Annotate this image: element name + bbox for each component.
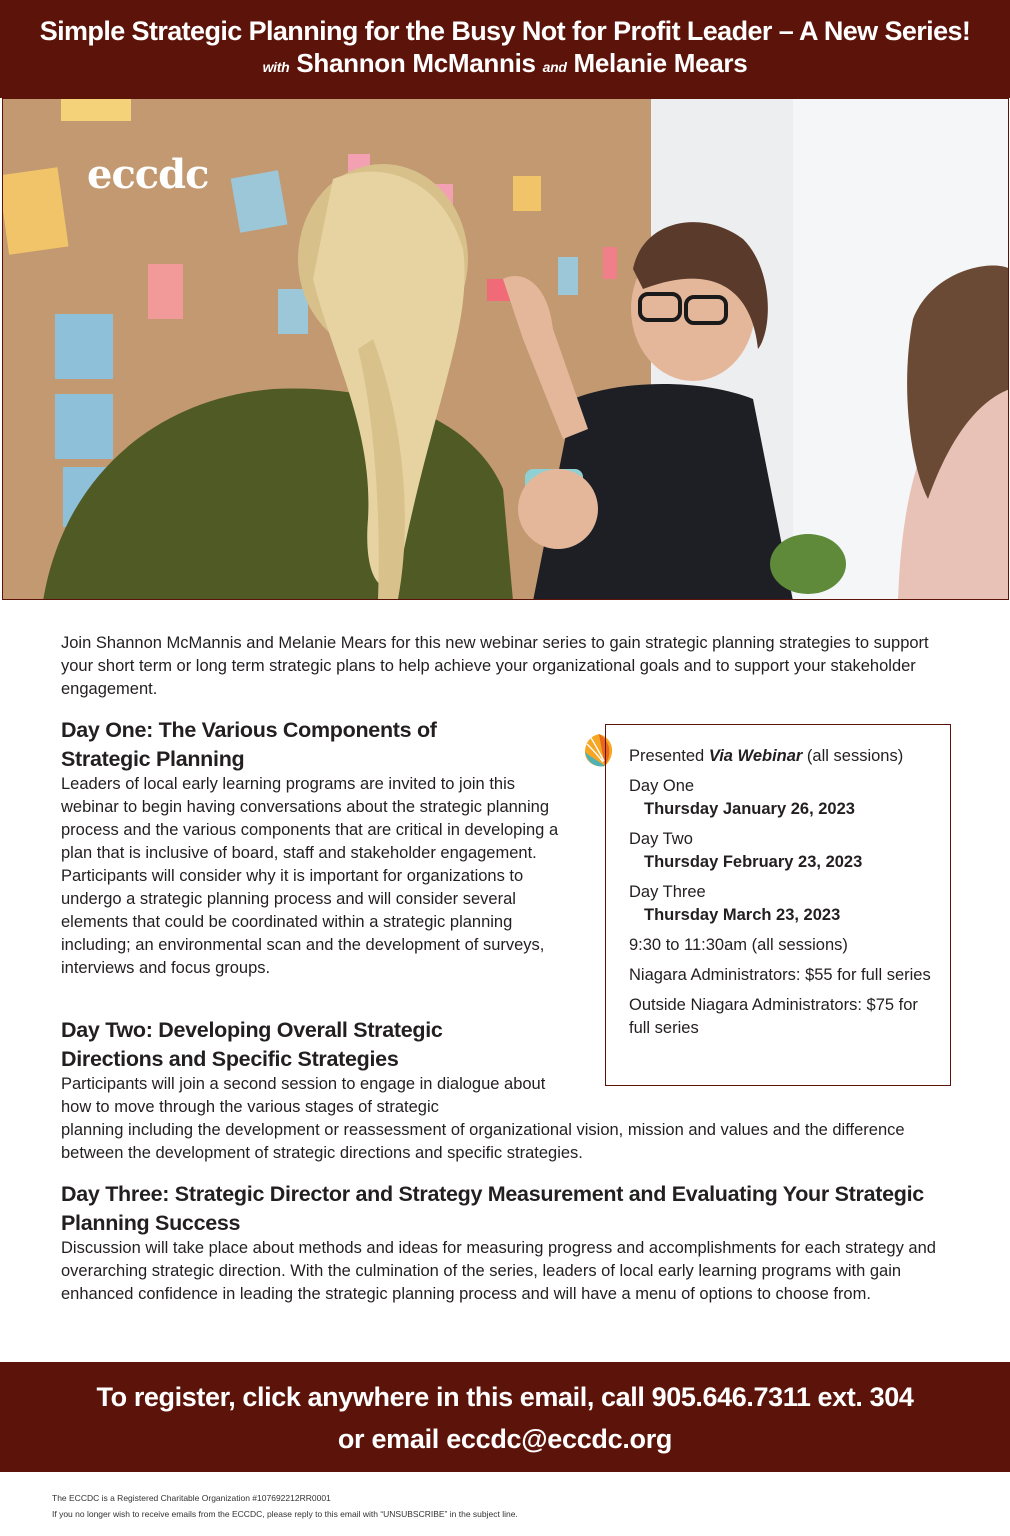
day-two-label: Day Two	[629, 830, 693, 848]
day-two-info	[629, 828, 939, 874]
intro-paragraph: Join Shannon McMannis and Melanie Mears for this new webinar series to gain strategic planning strategies to support your short term or long term strategic plans to help achieve your organizational goals and to support your stakeholder engagement.	[61, 634, 929, 698]
day-one-body: Leaders of local early learning programs are invited to join this webinar to begin having conversations about the strategic planning process and the various components that are critical in developing a plan that is inclusive of board, staff and stakeholder engagement. Participants will consider why it is important for organizations to undergo a strategic planning process and will consider several elements that could be coordinated within a strategic planning including; an environmental scan and the development of surveys, interviews and focus groups.	[61, 775, 559, 977]
presented-via: Via Webinar	[708, 747, 803, 765]
charity-note: The ECCDC is a Registered Charitable Organization #107692212RR0001	[52, 1493, 331, 1503]
presenter-2: Melanie Mears	[573, 48, 748, 78]
day-one-date: Thursday January 26, 2023	[644, 800, 855, 818]
presenters	[0, 48, 1010, 82]
and-text: and	[542, 59, 567, 75]
day-three-info	[629, 881, 939, 927]
unsubscribe-note: If you no longer wish to receive emails from the ECCDC, please reply to this email with “UNSUBSCRIBE” in the subject line.	[52, 1509, 518, 1519]
session-info-box	[605, 724, 951, 1086]
day-two-heading: Day Two: Developing Overall Strategic Directions and Specific Strategies	[61, 1018, 443, 1071]
day-three-heading: Day Three: Strategic Director and Strategy Measurement and Evaluating Your Strategic Planning Success	[61, 1182, 924, 1235]
presented-suffix: (all sessions)	[802, 747, 904, 765]
day-one-heading: Day One: The Various Components of Strategic Planning	[61, 718, 437, 771]
price-outside: Outside Niagara Administrators: $75 for full series	[629, 996, 918, 1037]
hero-image[interactable]	[2, 98, 1009, 600]
register-line-1[interactable]: To register, click anywhere in this email, call 905.646.7311 ext. 304	[96, 1382, 914, 1412]
register-email-link[interactable]: or email eccdc@eccdc.org	[337, 1424, 673, 1454]
day-one-label: Day One	[629, 777, 695, 795]
presented-line	[629, 745, 939, 768]
day-two-body-wide: planning including the development or reassessment of organizational vision, mission and values and the difference between the development of strategic directions and specific strategies.	[61, 1121, 905, 1162]
day-two-body-narrow: Participants will join a second session to engage in dialogue about how to move through the various stages of strategic	[61, 1075, 546, 1116]
day-three-date: Thursday March 23, 2023	[644, 906, 841, 924]
day-three-label: Day Three	[629, 883, 706, 901]
price-niagara: Niagara Administrators: $55 for full series	[629, 966, 931, 984]
eccdc-logo: eccdc	[87, 151, 209, 198]
day-two-date: Thursday February 23, 2023	[644, 853, 863, 871]
day-one-info	[629, 775, 939, 821]
presenter-1: Shannon McMannis	[296, 48, 536, 78]
session-time: 9:30 to 11:30am (all sessions)	[629, 936, 848, 954]
header-banner	[0, 0, 1010, 98]
with-text: with	[262, 59, 290, 75]
register-banner[interactable]	[0, 1362, 1010, 1472]
page-title: Simple Strategic Planning for the Busy Not for Profit Leader – A New Series!	[39, 16, 971, 46]
day-three-body: Discussion will take place about methods and ideas for measuring progress and accomplishments for each strategy and overarching strategic direction. With the culmination of the series, leaders of local early learning programs with gain enhanced confidence in leading the strategic planning process and will have a menu of options to choose from.	[61, 1239, 936, 1303]
presented-prefix: Presented	[629, 747, 709, 765]
